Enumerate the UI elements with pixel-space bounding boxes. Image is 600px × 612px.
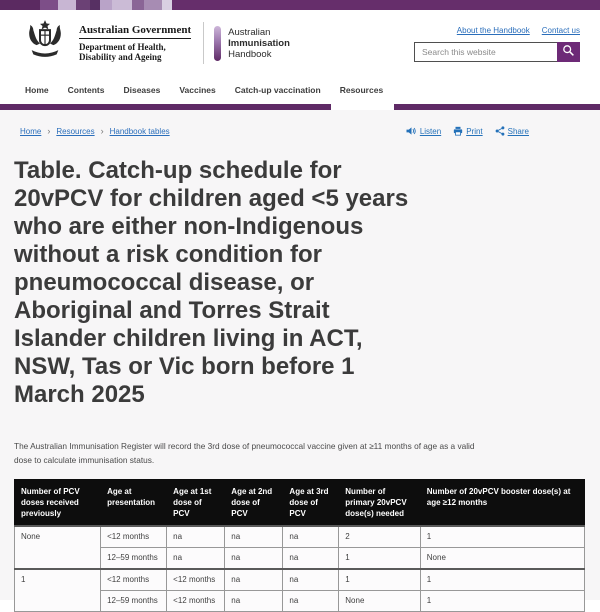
column-header: Number of PCV doses received previously: [15, 480, 101, 527]
top-strip-segment: [76, 0, 90, 10]
search-input[interactable]: [414, 42, 557, 62]
top-strip-segment: [40, 0, 58, 10]
top-strip-segment: [112, 0, 132, 10]
table-row: [15, 526, 585, 548]
site-header: [0, 10, 600, 76]
gov-logo-title: Australian Government: [79, 24, 191, 39]
column-header: Number of 20vPCV booster dose(s) at age ≥12 months: [420, 480, 584, 527]
gov-logo-text: [79, 24, 191, 63]
listen-label: Listen: [419, 126, 442, 136]
nav-item-contents[interactable]: Contents: [67, 85, 105, 95]
search-box: [414, 42, 580, 62]
page-title: Table. Catch-up schedule for 20vPCV for children aged <5 years who are either non-Indigenous without a risk condition for pneumococcal disease, or Aboriginal and Torres Strait Islander children living in ACT, NSW, Tas or Vic born before 1 March 2025: [14, 157, 409, 408]
column-header: Age at 3rd dose of PCV: [283, 480, 339, 527]
table-header-row: [15, 480, 585, 527]
doses-received-cell: None: [15, 526, 101, 569]
print-label: Print: [466, 126, 483, 136]
intro-paragraph: The Australian Immunisation Register will record the 3rd dose of pneumococcal vaccine given at ≥11 months of age as a valid dose to calculate immunisation status.: [14, 441, 475, 465]
nav-item-diseases[interactable]: Diseases: [123, 85, 161, 95]
breadcrumb-separator: ›: [47, 126, 51, 136]
table-cell: 1: [420, 569, 584, 591]
column-header: Number of primary 20vPCV dose(s) needed: [339, 480, 421, 527]
table-cell: 1: [420, 591, 584, 612]
table-cell: 1: [420, 526, 584, 548]
table-cell: na: [167, 548, 225, 570]
column-header: Age at 1st dose of PCV: [167, 480, 225, 527]
main-nav: [0, 76, 600, 104]
table-row: [15, 569, 585, 591]
top-strip-segment: [162, 0, 172, 10]
speaker-icon: [406, 126, 417, 136]
column-header: Age at presentation: [101, 480, 167, 527]
table-cell: <12 months: [167, 569, 225, 591]
search-icon: [562, 44, 575, 60]
table-cell: na: [283, 526, 339, 548]
toolbar-row: [14, 110, 586, 136]
page-actions: [406, 126, 529, 136]
logo-block[interactable]: [20, 20, 290, 67]
header-right: [414, 24, 580, 62]
nav-item-catch-up-vaccination[interactable]: Catch-up vaccination: [234, 85, 321, 95]
table-cell: na: [283, 591, 339, 612]
table-row: [15, 548, 585, 570]
about-the-handbook-link[interactable]: About the Handbook: [456, 26, 530, 35]
table-cell: <12 months: [101, 526, 167, 548]
top-strip-segment: [132, 0, 144, 10]
nav-item-resources[interactable]: Resources: [339, 85, 384, 95]
table-cell: na: [225, 548, 283, 570]
handbook-logo[interactable]: [214, 26, 290, 61]
table-row: [15, 591, 585, 612]
breadcrumb-handbook-tables[interactable]: Handbook tables: [109, 126, 170, 136]
table-cell: 2: [339, 526, 421, 548]
breadcrumb-separator: ›: [100, 126, 104, 136]
top-strip: [0, 0, 600, 10]
table-cell: na: [283, 548, 339, 570]
breadcrumb: [20, 126, 170, 136]
top-strip-segment: [172, 0, 600, 10]
header-links: [457, 26, 580, 35]
top-strip-segment: [0, 0, 40, 10]
handbook-logo-line3: Handbook: [228, 48, 272, 60]
table-cell: <12 months: [101, 569, 167, 591]
column-header: Age at 2nd dose of PCV: [225, 480, 283, 527]
breadcrumb-home[interactable]: Home: [20, 126, 42, 136]
table-cell: <12 months: [167, 591, 225, 612]
table-cell: na: [225, 526, 283, 548]
share-label: Share: [507, 126, 529, 136]
contact-us-link[interactable]: Contact us: [541, 26, 580, 35]
search-button[interactable]: [557, 42, 580, 62]
nav-item-home[interactable]: Home: [25, 85, 49, 95]
table-cell: 1: [339, 569, 421, 591]
share-button[interactable]: [495, 126, 529, 136]
nav-underline: [0, 104, 600, 110]
table-cell: na: [225, 569, 283, 591]
top-strip-segment: [58, 0, 76, 10]
table-cell: na: [167, 526, 225, 548]
printer-icon: [453, 126, 463, 136]
catchup-schedule-table: [14, 479, 585, 612]
table-cell: na: [225, 591, 283, 612]
doses-received-cell: 1: [15, 569, 101, 612]
top-strip-segment: [90, 0, 100, 10]
main-content: [0, 110, 600, 605]
logo-divider: [203, 22, 204, 64]
print-button[interactable]: [453, 126, 482, 136]
top-strip-segment: [100, 0, 112, 10]
handbook-logo-text: [228, 27, 290, 60]
nav-active-gap: [331, 104, 394, 110]
table-cell: 12–59 months: [101, 591, 167, 612]
coat-of-arms-icon: [20, 20, 70, 67]
table-cell: None: [420, 548, 584, 570]
table-cell: na: [283, 569, 339, 591]
gov-logo-dept-line1: Department of Health,: [79, 41, 166, 52]
table-cell: None: [339, 591, 421, 612]
handbook-logo-line1: Australian: [228, 26, 271, 38]
nav-item-vaccines[interactable]: Vaccines: [179, 85, 216, 95]
top-strip-segment: [144, 0, 162, 10]
table-cell: 1: [339, 548, 421, 570]
table-cell: 12–59 months: [101, 548, 167, 570]
breadcrumb-resources[interactable]: Resources: [56, 126, 95, 136]
handbook-logo-line2: Immunisation: [228, 37, 290, 49]
gov-logo-dept-line2: Disability and Ageing: [79, 52, 162, 62]
handbook-logo-capsule-icon: [214, 26, 221, 61]
listen-button[interactable]: [406, 126, 441, 136]
share-icon: [495, 126, 505, 136]
